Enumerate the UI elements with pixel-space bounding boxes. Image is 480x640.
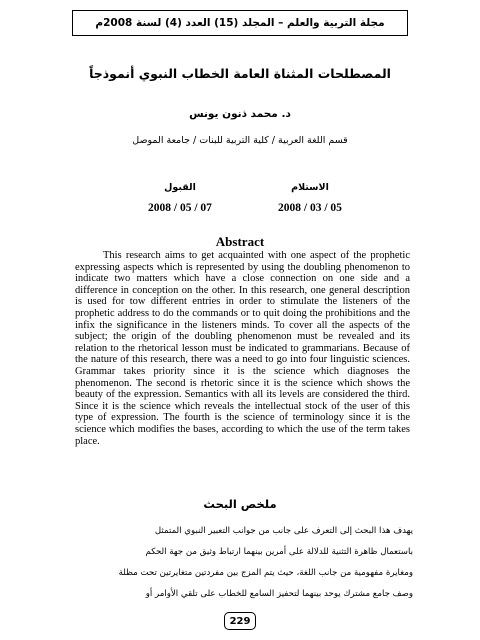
accepted-label: القبول bbox=[164, 182, 196, 193]
received-value: 2008 / 03 / 05 bbox=[278, 202, 342, 214]
journal-header bbox=[72, 10, 408, 36]
abstract-heading: Abstract bbox=[215, 234, 265, 249]
page-number: 229 bbox=[229, 615, 251, 627]
arabic-summary-line: ومغايرة مفهومية من جانب اللغة، حيث يتم المزج بين مفردتين متغايرتين تحت مظلة bbox=[118, 568, 413, 578]
received-date bbox=[255, 182, 365, 214]
page-number-badge bbox=[224, 612, 256, 630]
author-name: د. محمد ذنون يونس bbox=[189, 108, 291, 120]
accepted-date bbox=[125, 182, 235, 214]
arabic-summary-text bbox=[75, 521, 413, 605]
received-label: الاستلام bbox=[291, 182, 329, 193]
author-affiliation: قسم اللغة العربية / كلية التربية للبنات / جامعة الموصل bbox=[132, 135, 348, 146]
abstract-text: This research aims to get acquainted with one aspect of the prophetic expressing aspects which is represented by using the doubling phenomenon to indicate two matters which have a close connection on one side and a difference in conception on the other. In this research, one general description is used for tow different entries in order to stimulate the listeners of the prophetic address to do the commands or to quit doing the prohibitions and the infix the significance in the listeners minds. To cover all the aspects of the subject; the origin of the doubling phenomenon must be revealed and its relation to the rhetorical lesson must be indicated to grammarians. Because of the nature of this research, there was a need to go into four linguistic sciences. Grammar takes priority since it is the science which diagnoses the phenomenon. The second is rhetoric since it is the science which shows the beauty of the expression. Semantics with all its levels are considered the third. Since it is the science which reveals the intellectual stock of the user of this type of expression. The fourth is the science of terminology since it is the science which modifies the bases, according to which the use of the term takes place. bbox=[75, 250, 410, 447]
arabic-summary-line: وصف جامع مشترك يوحد بينهما لتحفيز السامع للخطاب على تلقي الأوامر أو bbox=[145, 589, 413, 599]
article-title: المصطلحات المثناة العامة الخطاب النبوي أنموذجاً bbox=[89, 66, 391, 81]
journal-header-text: مجلة التربية والعلم – المجلد (15) العدد (4) لسنة 2008م bbox=[95, 17, 385, 29]
arabic-summary-line: يهدف هذا البحث إلى التعرف على جانب من جوانب التعبير النبوي المتمثل bbox=[154, 526, 413, 536]
accepted-value: 2008 / 05 / 07 bbox=[148, 202, 212, 214]
arabic-summary-line: باستعمال ظاهرة التثنية للدلالة على أمرين بينهما ارتباط وثيق من جهة الحكم bbox=[145, 547, 413, 557]
arabic-summary-heading: ملخص البحث bbox=[203, 497, 277, 511]
